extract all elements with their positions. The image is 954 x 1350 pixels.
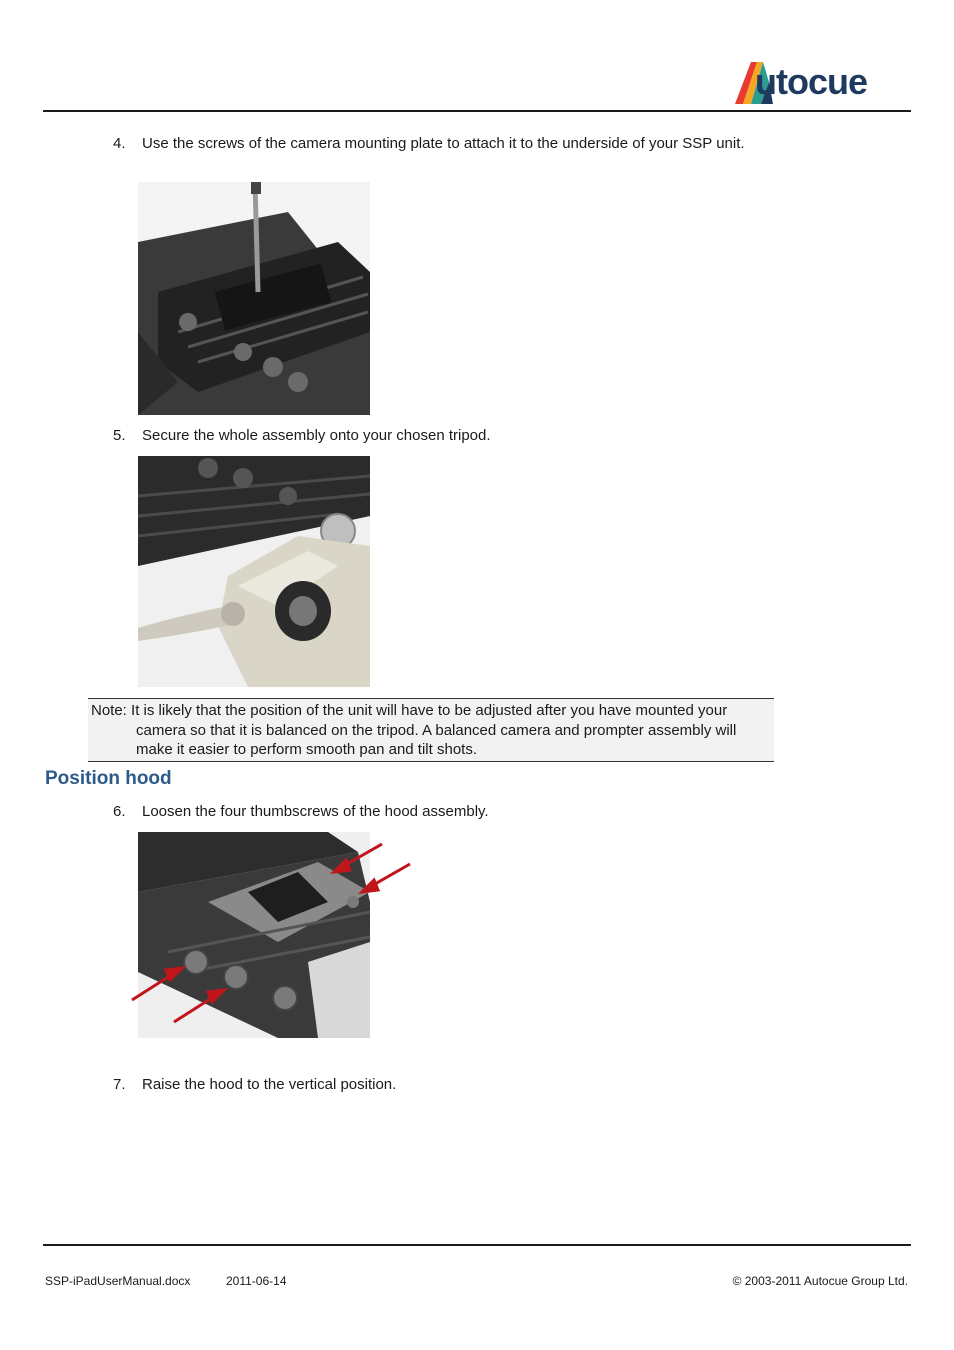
step-number: 4. xyxy=(113,135,126,152)
footer-rule xyxy=(43,1244,911,1246)
step-6 xyxy=(113,802,753,822)
note-box xyxy=(88,698,774,762)
footer-copyright: © 2003-2011 Autocue Group Ltd. xyxy=(732,1274,908,1288)
footer-date: 2011-06-14 xyxy=(226,1274,287,1288)
note-label: Note: xyxy=(91,702,127,719)
footer-filename: SSP-iPadUserManual.docx xyxy=(45,1274,191,1288)
tripod-assembly-photo xyxy=(138,456,370,687)
section-heading: Position hood xyxy=(45,768,172,789)
step-text: Raise the hood to the vertical position. xyxy=(142,1076,397,1093)
header-rule xyxy=(43,110,911,112)
step-text: Secure the whole assembly onto your chosen tripod. xyxy=(142,427,491,444)
step-text: Loosen the four thumbscrews of the hood assembly. xyxy=(142,803,489,820)
step-number: 5. xyxy=(113,427,126,444)
mounting-plate-photo xyxy=(138,182,370,415)
logo-text: utocue xyxy=(755,61,868,102)
step-number: 6. xyxy=(113,803,126,820)
step-text: Use the screws of the camera mounting plate to attach it to the underside of your SSP unit. xyxy=(142,135,745,152)
step-7 xyxy=(113,1075,753,1095)
step-4 xyxy=(113,134,753,174)
note-text: It is likely that the position of the unit will have to be adjusted after you have mounted your camera so that it is balanced on the tripod. A balanced camera and prompter assembly will make it easier to perform smooth pan and tilt shots. xyxy=(131,702,737,758)
step-5 xyxy=(113,426,753,446)
autocue-logo xyxy=(733,60,913,106)
step-number: 7. xyxy=(113,1076,126,1093)
hood-thumbscrews-photo xyxy=(128,832,418,1038)
